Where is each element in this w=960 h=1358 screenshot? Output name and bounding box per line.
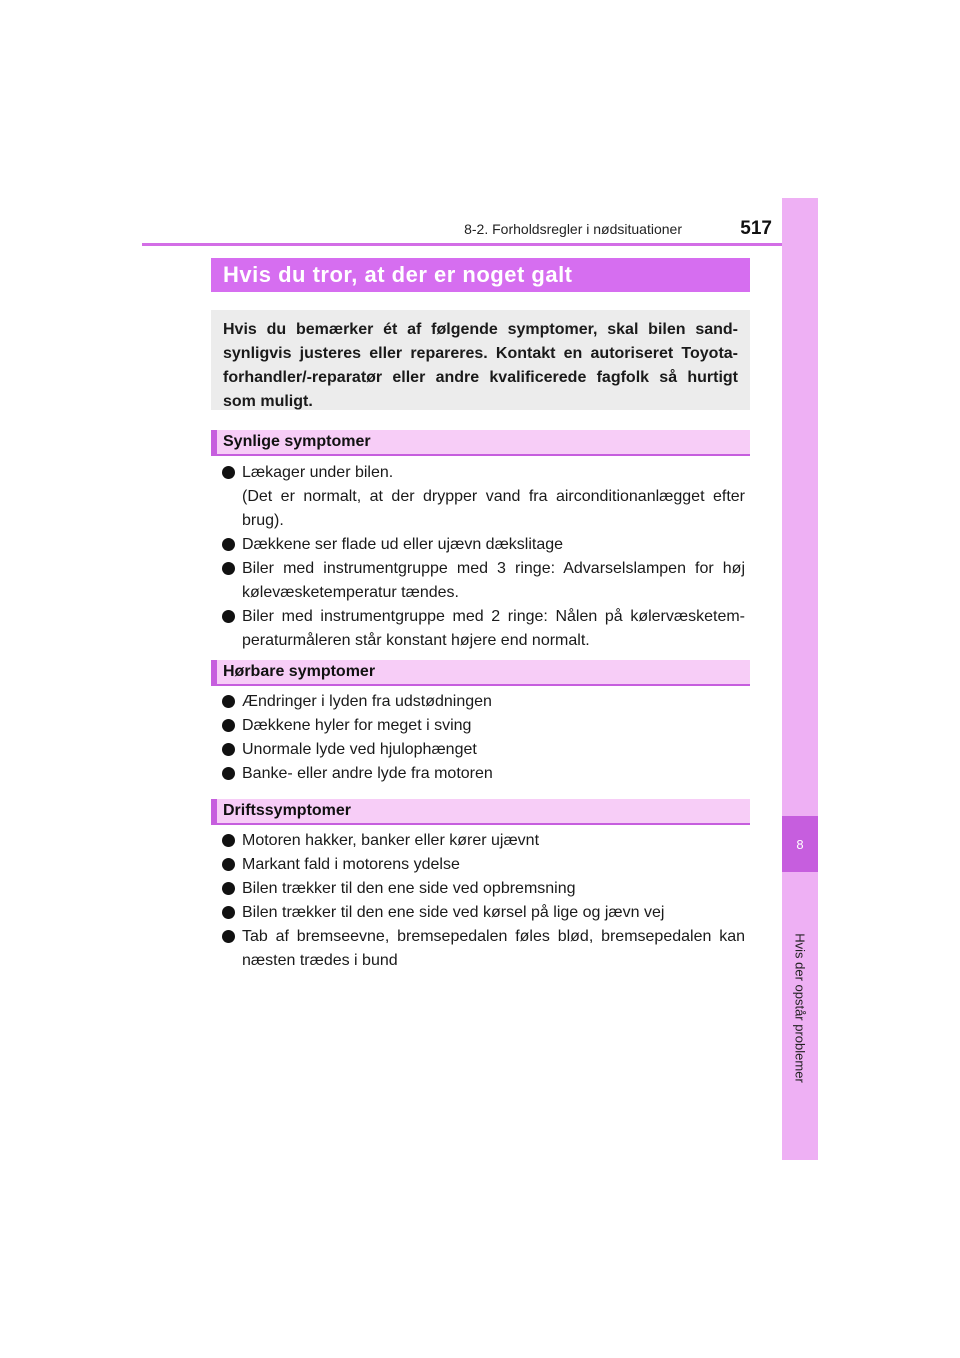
list-item-text: Banke- eller andre lyde fra motoren: [242, 765, 493, 782]
list-item-text: Dækkene ser flade ud eller ujævn dækslitage: [242, 536, 564, 553]
chapter-label: Hvis der opstår problemer: [792, 933, 808, 1083]
list-item: [222, 738, 745, 762]
section-heading-visible: Synlige symptomer: [211, 430, 750, 456]
list-item-text: Bilen trækker til den ene side ved kørsel på lige og jævn vej: [242, 904, 665, 921]
list-item: [222, 690, 745, 714]
intro-text: Hvis du bemærker ét af følgende symptomer, skal bilen sand-synligvis justeres eller repareres. Kontakt en autoriseret Toyota-forhandler/-reparatør eller andre kvalificerede fagfolk så hurtigt som muligt.: [211, 310, 750, 410]
list-item-text: Tab af bremseevne, bremsepedalen føles blød, bremsepedalen kan næsten trædes i bund: [242, 928, 745, 969]
list-item: [222, 714, 745, 738]
bullet-icon: [222, 930, 235, 943]
bullet-icon: [222, 767, 235, 780]
bullet-icon: [222, 882, 235, 895]
audible-symptoms-list: [222, 690, 745, 786]
bullet-icon: [222, 538, 235, 551]
list-item-text: Unormale lyde ved hjulophænget: [242, 741, 477, 758]
list-item: [222, 461, 745, 533]
list-item: [222, 605, 745, 653]
list-item-note: (Det er normalt, at der drypper vand fra airconditionanlægget efter brug).: [242, 488, 745, 529]
page-header: [400, 218, 772, 240]
list-item: [222, 762, 745, 786]
list-item-text: Biler med instrumentgruppe med 3 ringe: Advarselslampen for høj kølevæsketemperatur tændes.: [242, 560, 745, 601]
section-label: 8-2. Forholdsregler i nødsituationer: [464, 221, 682, 237]
list-item-text: Motoren hakker, banker eller kører ujævnt: [242, 832, 540, 849]
bullet-icon: [222, 466, 235, 479]
chapter-side-tab: [782, 198, 818, 1160]
list-item: [222, 877, 745, 901]
bullet-icon: [222, 695, 235, 708]
page-title: Hvis du tror, at der er noget galt: [211, 258, 750, 292]
list-item: [222, 901, 745, 925]
bullet-icon: [222, 719, 235, 732]
list-item-text: Biler med instrumentgruppe med 2 ringe: Nålen på kølervæsketem-peraturmåleren står konstant højere end normalt.: [242, 608, 745, 649]
header-divider: [142, 243, 818, 246]
list-item-text: Dækkene hyler for meget i sving: [242, 717, 472, 734]
bullet-icon: [222, 743, 235, 756]
list-item-text: Markant fald i motorens ydelse: [242, 856, 460, 873]
section-heading-audible: Hørbare symptomer: [211, 660, 750, 686]
list-item: [222, 533, 745, 557]
bullet-icon: [222, 562, 235, 575]
list-item-text: Ændringer i lyden fra udstødningen: [242, 693, 492, 710]
bullet-icon: [222, 610, 235, 623]
chapter-number: 8: [782, 816, 818, 872]
list-item-text: Lækager under bilen.: [242, 464, 394, 481]
visible-symptoms-list: [222, 461, 745, 653]
bullet-icon: [222, 858, 235, 871]
page-number: 517: [740, 218, 772, 239]
list-item: [222, 829, 745, 853]
section-heading-operational: Driftssymptomer: [211, 799, 750, 825]
list-item: [222, 557, 745, 605]
list-item: [222, 925, 745, 973]
bullet-icon: [222, 906, 235, 919]
list-item: [222, 853, 745, 877]
operational-symptoms-list: [222, 829, 745, 973]
bullet-icon: [222, 834, 235, 847]
list-item-text: Bilen trækker til den ene side ved opbremsning: [242, 880, 576, 897]
